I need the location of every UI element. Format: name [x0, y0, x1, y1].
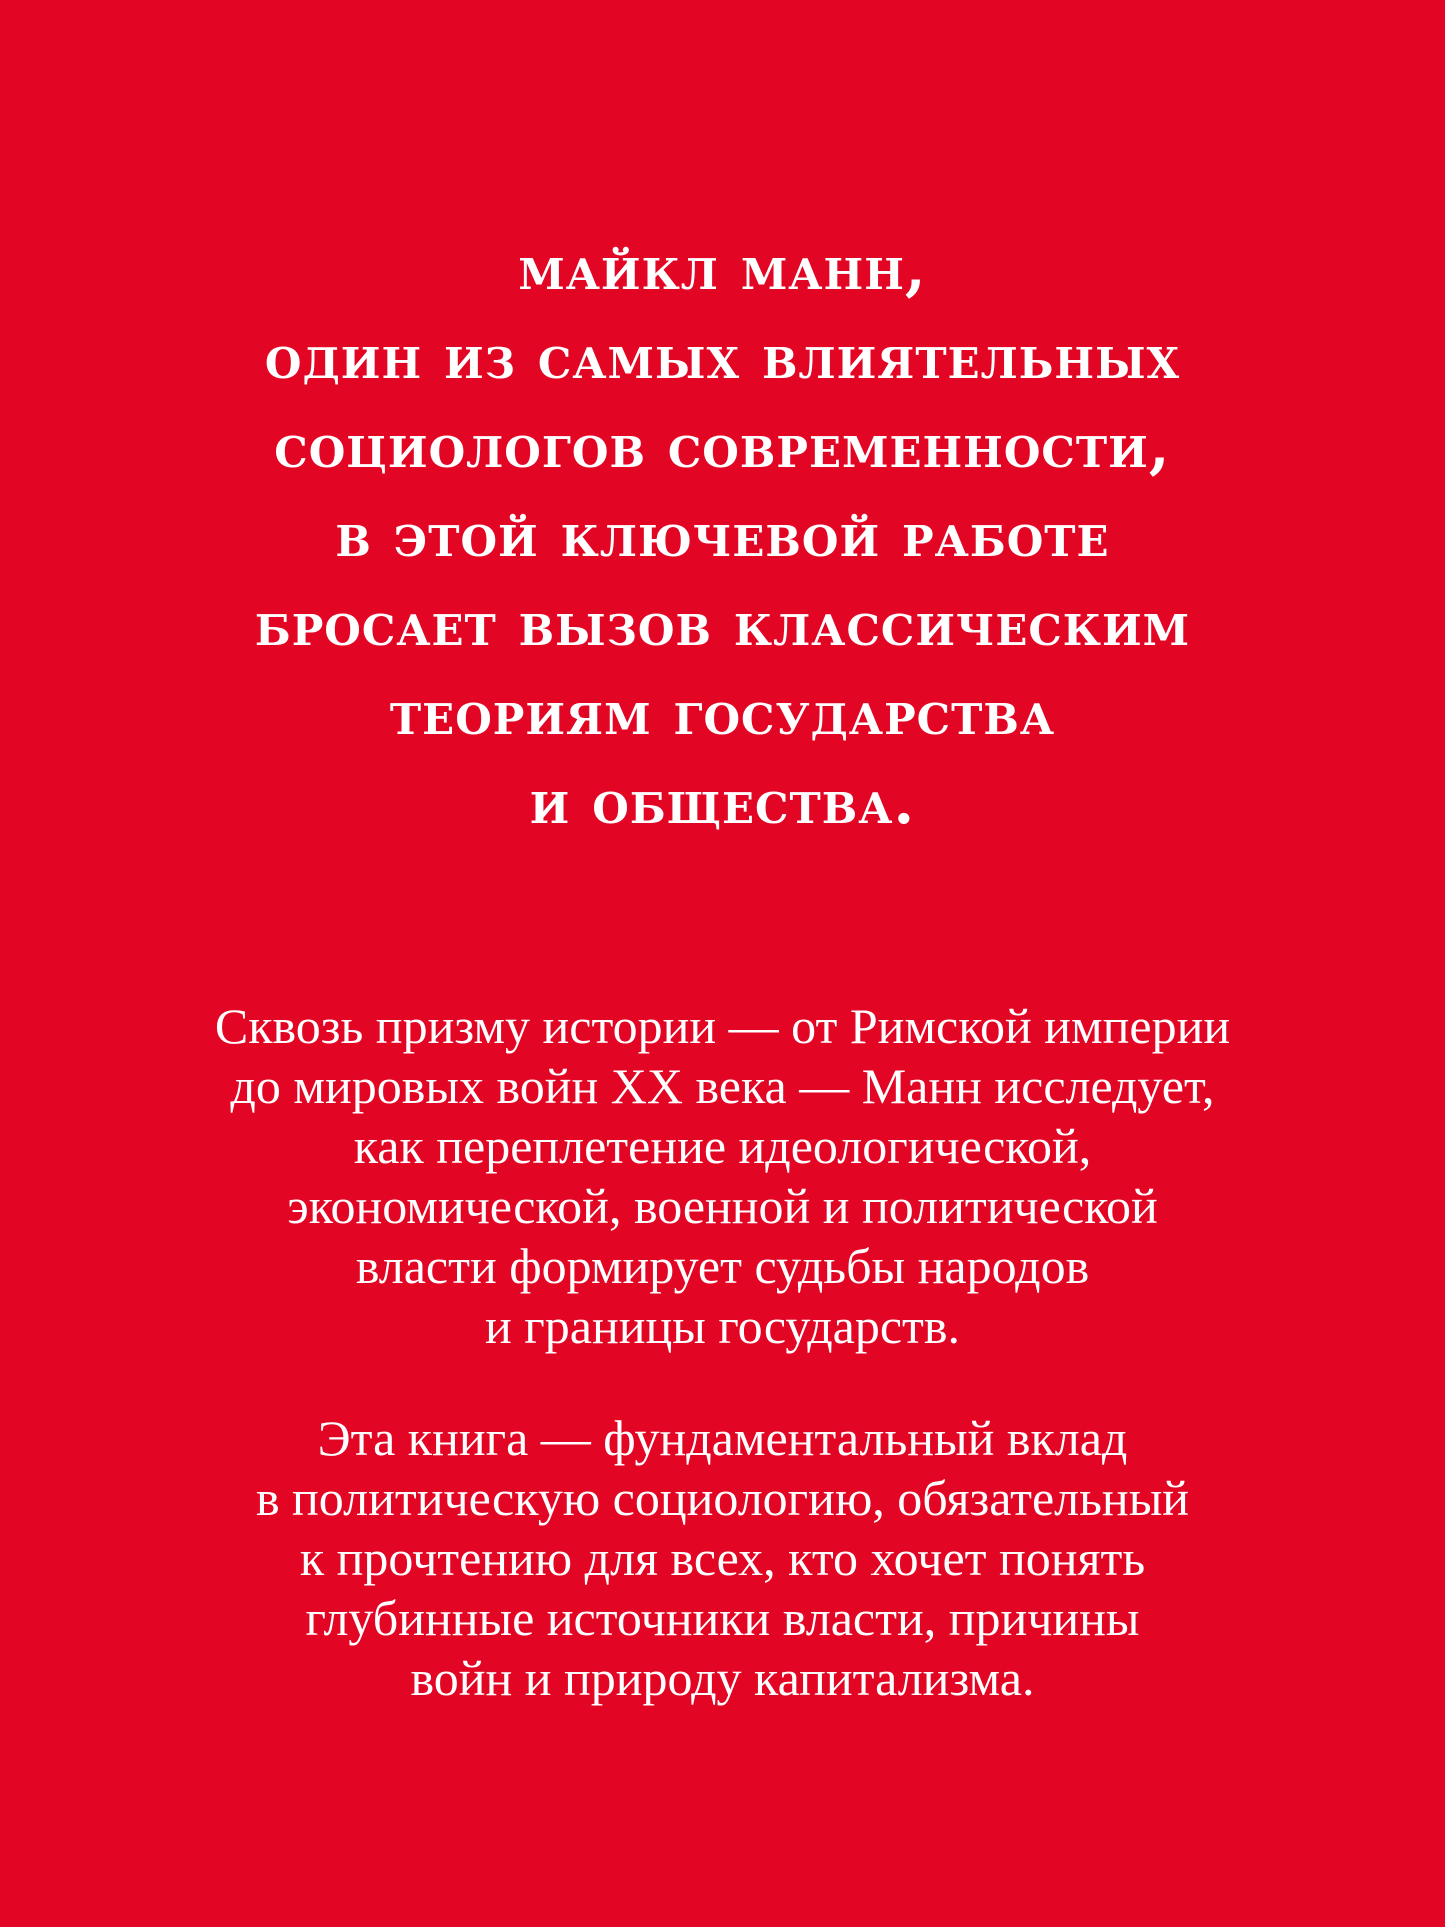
headline-line: один из самых влиятельных [264, 323, 1181, 393]
paragraph-line: к прочтению для всех, кто хочет понять [299, 1530, 1146, 1586]
paragraph-line: и границы государств. [485, 1298, 960, 1354]
paragraph-line: Сквозь призму истории — от Римской империи [214, 998, 1231, 1054]
paragraph-line: Эта книга — фундаментальный вклад [317, 1410, 1128, 1466]
headline [73, 225, 1373, 848]
paragraph-line: до мировых войн XX века — Манн исследует, [230, 1058, 1215, 1114]
description-paragraph-2 [73, 1408, 1373, 1708]
headline-line: и общества. [529, 768, 916, 838]
paragraph-line: как переплетение идеологической, [353, 1118, 1092, 1174]
headline-line: теориям государства [389, 679, 1056, 749]
headline-line: бросает вызов классическим [254, 590, 1191, 660]
paragraph-line: войн и природу капитализма. [410, 1650, 1035, 1706]
paragraph-line: в политическую социологию, обязательный [255, 1470, 1190, 1526]
headline-line: социологов современности, [274, 412, 1171, 482]
headline-line: майкл манн, [518, 234, 927, 304]
headline-line: в этой ключевой работе [335, 501, 1110, 571]
paragraph-line: глубинные источники власти, причины [305, 1590, 1140, 1646]
description-paragraph-1 [73, 996, 1373, 1356]
paragraph-line: власти формирует судьбы народов [355, 1238, 1090, 1294]
paragraph-line: экономической, военной и политической [287, 1178, 1158, 1234]
